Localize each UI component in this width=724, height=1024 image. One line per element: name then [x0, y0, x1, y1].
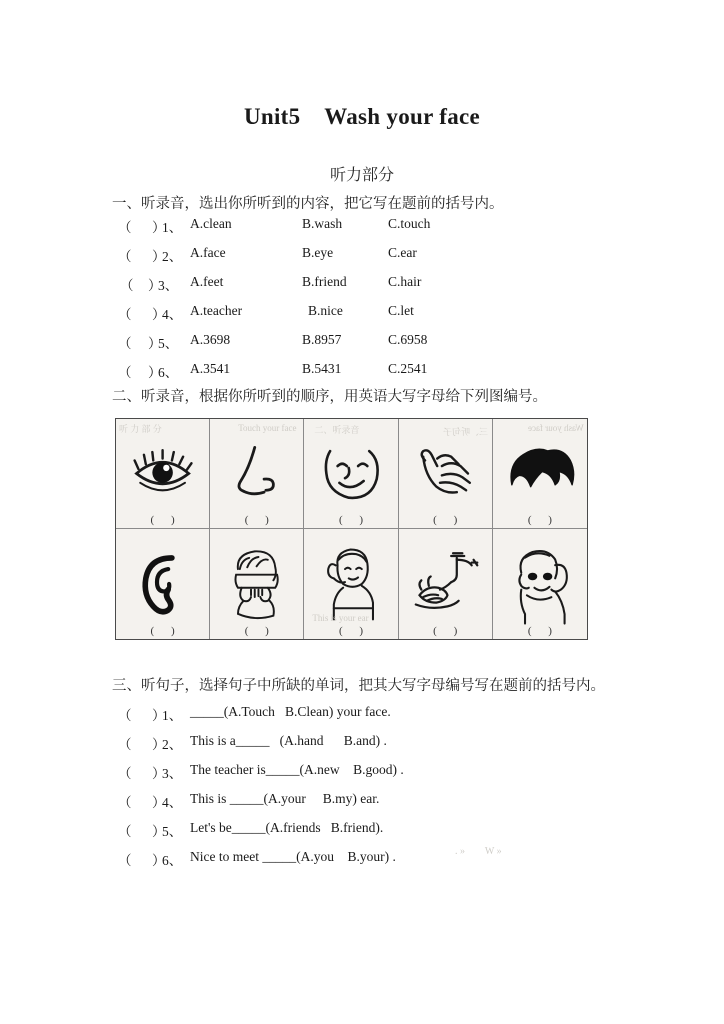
question-sentence[interactable]: Nice to meet _____(A.you B.your) .: [190, 849, 396, 864]
scan-artifact-marks: . » W »: [455, 846, 502, 857]
scan-bleed-text: This is your ear: [312, 613, 369, 623]
answer-bracket[interactable]: ( ): [527, 625, 559, 637]
girl-washing-face-icon: [493, 529, 587, 639]
hair-icon: [493, 419, 587, 528]
question-number: 2、: [162, 737, 183, 752]
option-c[interactable]: C.let: [388, 303, 414, 318]
answer-bracket-close: ）: [152, 708, 166, 723]
picture-cell[interactable]: [116, 529, 210, 639]
scan-bleed-text: 三、听句子: [442, 427, 488, 437]
question-row: [112, 303, 672, 325]
option-b[interactable]: B.8957: [302, 332, 342, 347]
picture-cell[interactable]: [210, 419, 304, 529]
answer-bracket-open[interactable]: （: [118, 307, 132, 322]
scan-bleed-text: 听 力 部 分: [119, 424, 162, 434]
answer-bracket[interactable]: ( ): [433, 514, 465, 526]
answer-bracket-close: ）: [152, 307, 166, 322]
question-number: 5、: [162, 824, 183, 839]
scan-bleed-text: 二、听录音: [314, 425, 360, 435]
question-number: 5、: [158, 336, 179, 351]
answer-bracket-open[interactable]: （: [118, 249, 132, 264]
answer-bracket-close: ）: [152, 795, 166, 810]
option-c[interactable]: C.6958: [388, 332, 428, 347]
option-a[interactable]: A.3541: [190, 361, 231, 376]
answer-bracket-open[interactable]: （: [118, 336, 132, 351]
question-number: 3、: [162, 766, 183, 781]
answer-bracket-open[interactable]: （: [118, 824, 132, 839]
question-row: [112, 332, 672, 354]
answer-bracket-close: ）: [148, 278, 162, 293]
option-a[interactable]: A.clean: [190, 216, 232, 231]
smiling-face-icon: [304, 419, 397, 528]
child-touching-face-icon: [304, 529, 397, 639]
answer-bracket-close: ）: [152, 737, 166, 752]
picture-cell[interactable]: [493, 419, 587, 529]
answer-bracket-open[interactable]: （: [118, 708, 132, 723]
picture-cell[interactable]: [210, 529, 304, 639]
answer-bracket[interactable]: ( ): [338, 514, 371, 526]
picture-cell[interactable]: [304, 529, 398, 639]
question-number: 1、: [162, 708, 183, 723]
picture-cell[interactable]: [304, 419, 398, 529]
picture-cell[interactable]: [399, 419, 493, 529]
answer-bracket-open[interactable]: （: [118, 853, 132, 868]
question-row: [112, 849, 672, 871]
question-row: [112, 704, 672, 726]
answer-bracket[interactable]: ( ): [244, 625, 276, 637]
answer-bracket-close: ）: [152, 853, 166, 868]
option-a[interactable]: A.teacher: [190, 303, 243, 318]
answer-bracket-open[interactable]: （: [118, 766, 132, 781]
question-sentence[interactable]: This is _____(A.your B.my) ear.: [190, 791, 380, 806]
question-row: [112, 733, 672, 755]
option-c[interactable]: C.hair: [388, 274, 422, 289]
scan-bleed-text: Wash your face: [528, 423, 584, 433]
page-title: Unit5 Wash your face: [243, 104, 481, 129]
question-sentence[interactable]: This is a_____ (A.hand B.and) .: [190, 733, 387, 748]
answer-bracket-close: ）: [152, 824, 166, 839]
answer-bracket-close: ）: [152, 249, 166, 264]
question-row: [112, 791, 672, 813]
question-number: 6、: [162, 853, 183, 868]
option-b[interactable]: B.5431: [302, 361, 342, 376]
answer-bracket-close: ）: [152, 766, 166, 781]
answer-bracket[interactable]: ( ): [338, 625, 371, 637]
option-c[interactable]: C.ear: [388, 245, 417, 260]
answer-bracket[interactable]: ( ): [433, 625, 465, 637]
question-row: [112, 361, 672, 383]
answer-bracket-open[interactable]: （: [118, 365, 132, 380]
answer-bracket[interactable]: ( ): [150, 625, 182, 637]
page-subtitle: 听力部分: [329, 165, 394, 184]
option-b[interactable]: B.friend: [302, 274, 347, 289]
answer-bracket-open[interactable]: （: [118, 220, 132, 235]
question-sentence[interactable]: The teacher is_____(A.new B.good) .: [190, 762, 404, 777]
option-b[interactable]: B.nice: [308, 303, 343, 318]
answer-bracket[interactable]: ( ): [527, 514, 559, 526]
option-c[interactable]: C.2541: [388, 361, 428, 376]
question-row: [112, 274, 672, 296]
question-row: [112, 762, 672, 784]
section-2-heading: 二、听录音，根据你所听到的顺序，用英语大写字母给下列图编号。: [112, 389, 547, 405]
nose-icon: [210, 419, 303, 528]
option-b[interactable]: B.wash: [302, 216, 343, 231]
answer-bracket[interactable]: ( ): [150, 514, 182, 526]
answer-bracket[interactable]: ( ): [244, 514, 276, 526]
option-b[interactable]: B.eye: [302, 245, 334, 260]
picture-cell[interactable]: [116, 419, 210, 529]
eye-icon: [116, 419, 209, 528]
answer-bracket-close: ）: [148, 365, 162, 380]
ear-icon: [116, 529, 209, 639]
question-row: [112, 216, 672, 238]
option-a[interactable]: A.3698: [190, 332, 231, 347]
answer-bracket-open[interactable]: （: [120, 278, 134, 293]
washing-hands-faucet-icon: [399, 529, 492, 639]
question-number: 4、: [162, 795, 183, 810]
option-a[interactable]: A.feet: [190, 274, 224, 289]
question-number: 1、: [162, 220, 183, 235]
section-3-heading: 三、听句子，选择句子中所缺的单词，把其大写字母编号写在题前的括号内。: [112, 678, 605, 694]
picture-numbering-grid: [115, 418, 588, 640]
picture-cell[interactable]: [399, 529, 493, 639]
question-sentence[interactable]: Let's be_____(A.friends B.friend).: [190, 820, 384, 835]
question-sentence[interactable]: _____(A.Touch B.Clean) your face.: [190, 704, 391, 719]
question-number: 2、: [162, 249, 183, 264]
question-row: [112, 820, 672, 842]
question-row: [112, 245, 672, 267]
option-c[interactable]: C.touch: [388, 216, 431, 231]
picture-cell[interactable]: [493, 529, 587, 639]
answer-bracket-close: ）: [152, 220, 166, 235]
scan-bleed-text: Touch your face: [238, 423, 297, 433]
answer-bracket-open[interactable]: （: [118, 795, 132, 810]
section-1-heading: 一、听录音，选出你所听到的内容，把它写在题前的括号内。: [112, 196, 504, 212]
question-number: 3、: [158, 278, 179, 293]
option-a[interactable]: A.face: [190, 245, 226, 260]
child-covering-eyes-icon: [210, 529, 303, 639]
question-number: 4、: [162, 307, 183, 322]
answer-bracket-open[interactable]: （: [118, 737, 132, 752]
question-number: 6、: [158, 365, 179, 380]
answer-bracket-close: ）: [148, 336, 162, 351]
hand-icon: [399, 419, 492, 528]
